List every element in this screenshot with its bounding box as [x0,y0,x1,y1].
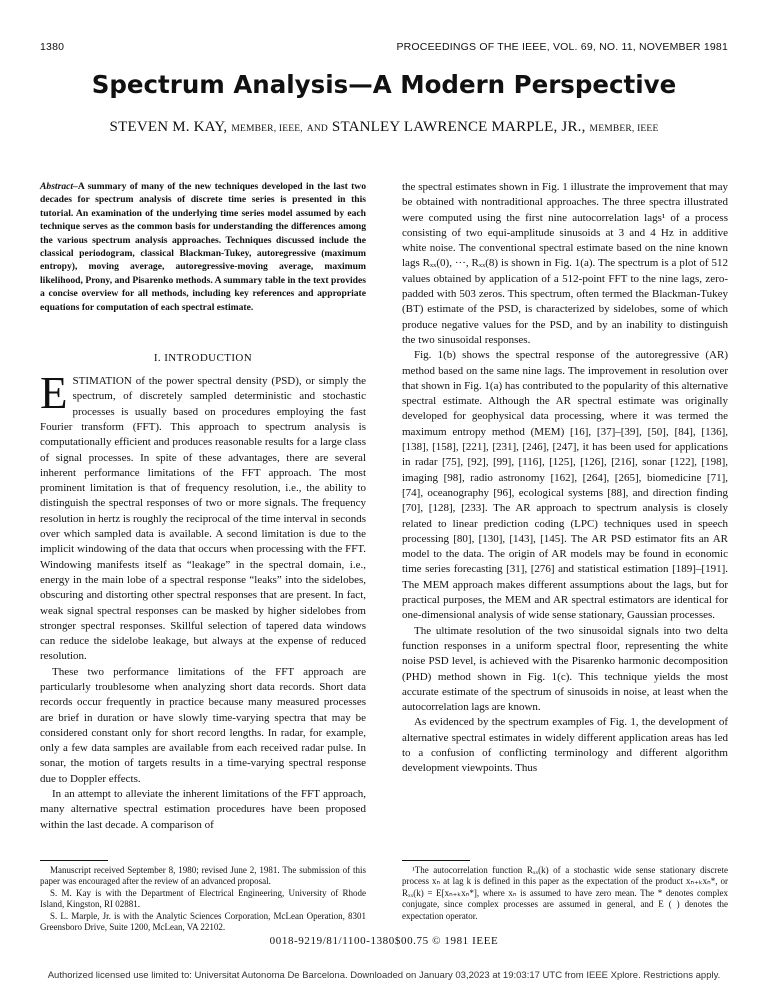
footnote-rule-right [402,860,470,861]
right-paragraph-3: The ultimate resolution of the two sinusoidal signals into two delta function responses in a uniform spectral floor, representing the white noise PSD level, is achieved with the Pisarenko harmonic decomposition (PHD) method shown in Fig. 1(c). This technique yields the most accurate estimate of the spectrum of sinusoids in noise, at least when the autocorrelation lags are known. [402,624,728,714]
footnote-marple: S. L. Marple, Jr. is with the Analytic Sciences Corporation, McLean Operation, 8301 Greensboro Drive, Suite 1200, McLean, VA 22102. [40,910,366,933]
drop-cap: E [40,368,68,419]
author-2: STANLEY LAWRENCE MARPLE, JR., [331,119,586,135]
left-column [40,180,366,833]
right-paragraph-1: the spectral estimates shown in Fig. 1 illustrate the improvement that may be obtained with nontraditional approaches. The three spectra illustrated were computed using the first nine autocorrelation lags¹ of a process consisting of two equi-amplitude sinusoids at 3 and 4 Hz in additive white noise. The conventional spectral estimate based on the nine known lags Rₓₓ(0), ···, Rₓₓ(8) is shown in Fig. 1(a). The spectrum is a plot of 512 values obtained by application of a 512-point FFT to the nine lags, zero-padded with 503 zeros. This spectrum, often termed the Blackman-Tukey (BT) estimate of the PSD, is characterized by sidelobes, some of which produce negative values for the PSD, and by an inability to distinguish the two sinusoidal responses. [402,181,728,346]
abstract [40,180,366,314]
intro-paragraph-2: These two performance limitations of the FFT approach are particularly troublesome when analyzing short data records. Short data records occur frequently in practice because many measured processes are brief in duration or have slowly time-varying spectra that may be considered constant only for short record lengths. In radar, for example, only a few data samples are available from each received radar pulse. In sonar, the motion of targets results in a time-varying spectral response due to Doppler effects. [40,665,366,785]
journal-header: PROCEEDINGS OF THE IEEE, VOL. 69, NO. 11, NOVEMBER 1981 [396,41,728,53]
license-line: Authorized licensed use limited to: Universitat Autonoma De Barcelona. Downloaded on January 03,2023 at 19:03:17 UTC from IEEE Xplore. Restrictions apply. [47,970,721,981]
footnote-rule-left [40,860,108,861]
intro-paragraph-3: In an attempt to alleviate the inherent limitations of the FFT approach, many alternative spectral estimation procedures have been proposed within the last decade. A comparison of [40,788,366,831]
intro-paragraph-1 [40,368,366,665]
section-heading: I. INTRODUCTION [153,352,253,365]
footnote-kay: S. M. Kay is with the Department of Electrical Engineering, University of Rhode Island, Kingston, RI 02881. [40,887,366,910]
right-column [402,180,728,777]
author-1: STEVEN M. KAY, [109,119,228,135]
author-2-grade: MEMBER, IEEE [589,124,659,134]
page-number: 1380 [40,41,65,53]
price-line: 0018-9219/81/1100-1380$00.75 © 1981 IEEE [269,935,499,947]
author-line [0,119,768,136]
intro-text [40,368,366,833]
paper-title: Spectrum Analysis—A Modern Perspective [91,70,677,99]
right-paragraph-4: As evidenced by the spectrum examples of Fig. 1, the development of alternative spectral estimates in widely different application areas has led to a confusion of conflicting terminology and different algorithm development viewpoints. Thus [402,716,728,775]
author-conjunction: AND [306,124,328,134]
footnote-autocorrelation: ¹The autocorrelation function Rₓₓ(k) of a stochastic wide sense stationary discrete process xₙ at lag k is defined in this paper as the expectation of the product xₙ₊ₖxₙ*, or Rₓₓ(k) = E[xₙ₊ₖxₙ*], where xₙ is assumed to have zero mean. The * denotes complex conjugate, since complex processes are assumed in general, and E ( ) denotes the expectation operator. [402,865,728,921]
abstract-text: A summary of many of the new techniques developed in the last two decades for spectrum analysis of discrete time series is presented in this tutorial. An examination of the underlying time series model assumed by each technique serves as the common basis for understanding the differences among the various spectrum analysis approaches. Techniques discussed include the classical periodogram, classical Blackman-Tukey, autoregressive (maximum entropy), moving average, autoregressive-moving average, maximum likelihood, Prony, and Pisarenko methods. A summary table in the text provides a concise overview for all methods, including key references and appropriate equations for computation of each spectral estimate. [40,181,366,313]
intro-paragraph-1-text: STIMATION of the power spectral density (PSD), or simply the spectrum, of discretely sampled deterministic and stochastic processes is usually based on procedures employing the fast Fourier transform (FFT). This approach to spectrum analysis is computationally efficient and produces reasonable results for a large class of signal processes. In spite of these advantages, there are several inherent performance limitations of the FFT approach. The most prominent limitation is that of frequency resolution, i.e., the ability to distinguish the spectral responses of two or more signals. The frequency resolution in hertz is roughly the reciprocal of the time interval in seconds over which sampled data is available. A second limitation is due to the implicit windowing of the data that occurs when processing with the FFT. Windowing manifests itself as “leakage” in the spectral domain, i.e., energy in the main lobe of a spectral response “leaks” into the sidelobes, obscuring and distorting other spectral responses that are present. In fact, weak signal spectral responses can be masked by higher sidelobes from stronger spectral responses. Skillful selection of tapered data windows can reduce the sidelobe leakage, but always at the expense of reduced resolution. [40,375,366,663]
footnote-manuscript: Manuscript received September 8, 1980; revised June 2, 1981. The submission of this paper was encouraged after the review of an advanced proposal. [40,865,366,887]
footnotes-left [40,865,366,933]
abstract-lead: Abstract– [40,181,78,192]
footnote-right [402,865,728,922]
right-paragraph-2: Fig. 1(b) shows the spectral response of the autoregressive (AR) method based on the same nine lags. The improvement in resolution over that shown in Fig. 1(a) has contributed to the popularity of this alternative spectral estimate. Although the AR spectral estimate was originally developed for geophysical data processing, where it was termed the maximum entropy method (MEM) [16], [37]–[39], [50], [84], [136], [138], [158], [221], [231], [246], [247], it has been used for applications in radar [75], [92], [99], [116], [125], [126], [216], sonar [122], [198], imaging [98], radio astronomy [162], [264], [265], biomedicine [71], [74], oceanography [96], ecological systems [88], and direction finding [70], [128], [233]. The AR approach to spectrum analysis is closely related to linear prediction coding (LPC) techniques used in speech processing [80], [130], [143], [145]. The AR PSD estimator fits an AR model to the data. The origin of AR models may be found in economic time series forecasting [31], [276] and statistical estimation [189]–[191]. The MEM approach makes different assumptions about the lags, but for practical purposes, the MEM and AR spectral estimators are identical for one-dimensional analysis of wide sense stationary, Gaussian processes. [402,349,728,622]
author-1-grade: MEMBER, IEEE, [231,124,303,134]
